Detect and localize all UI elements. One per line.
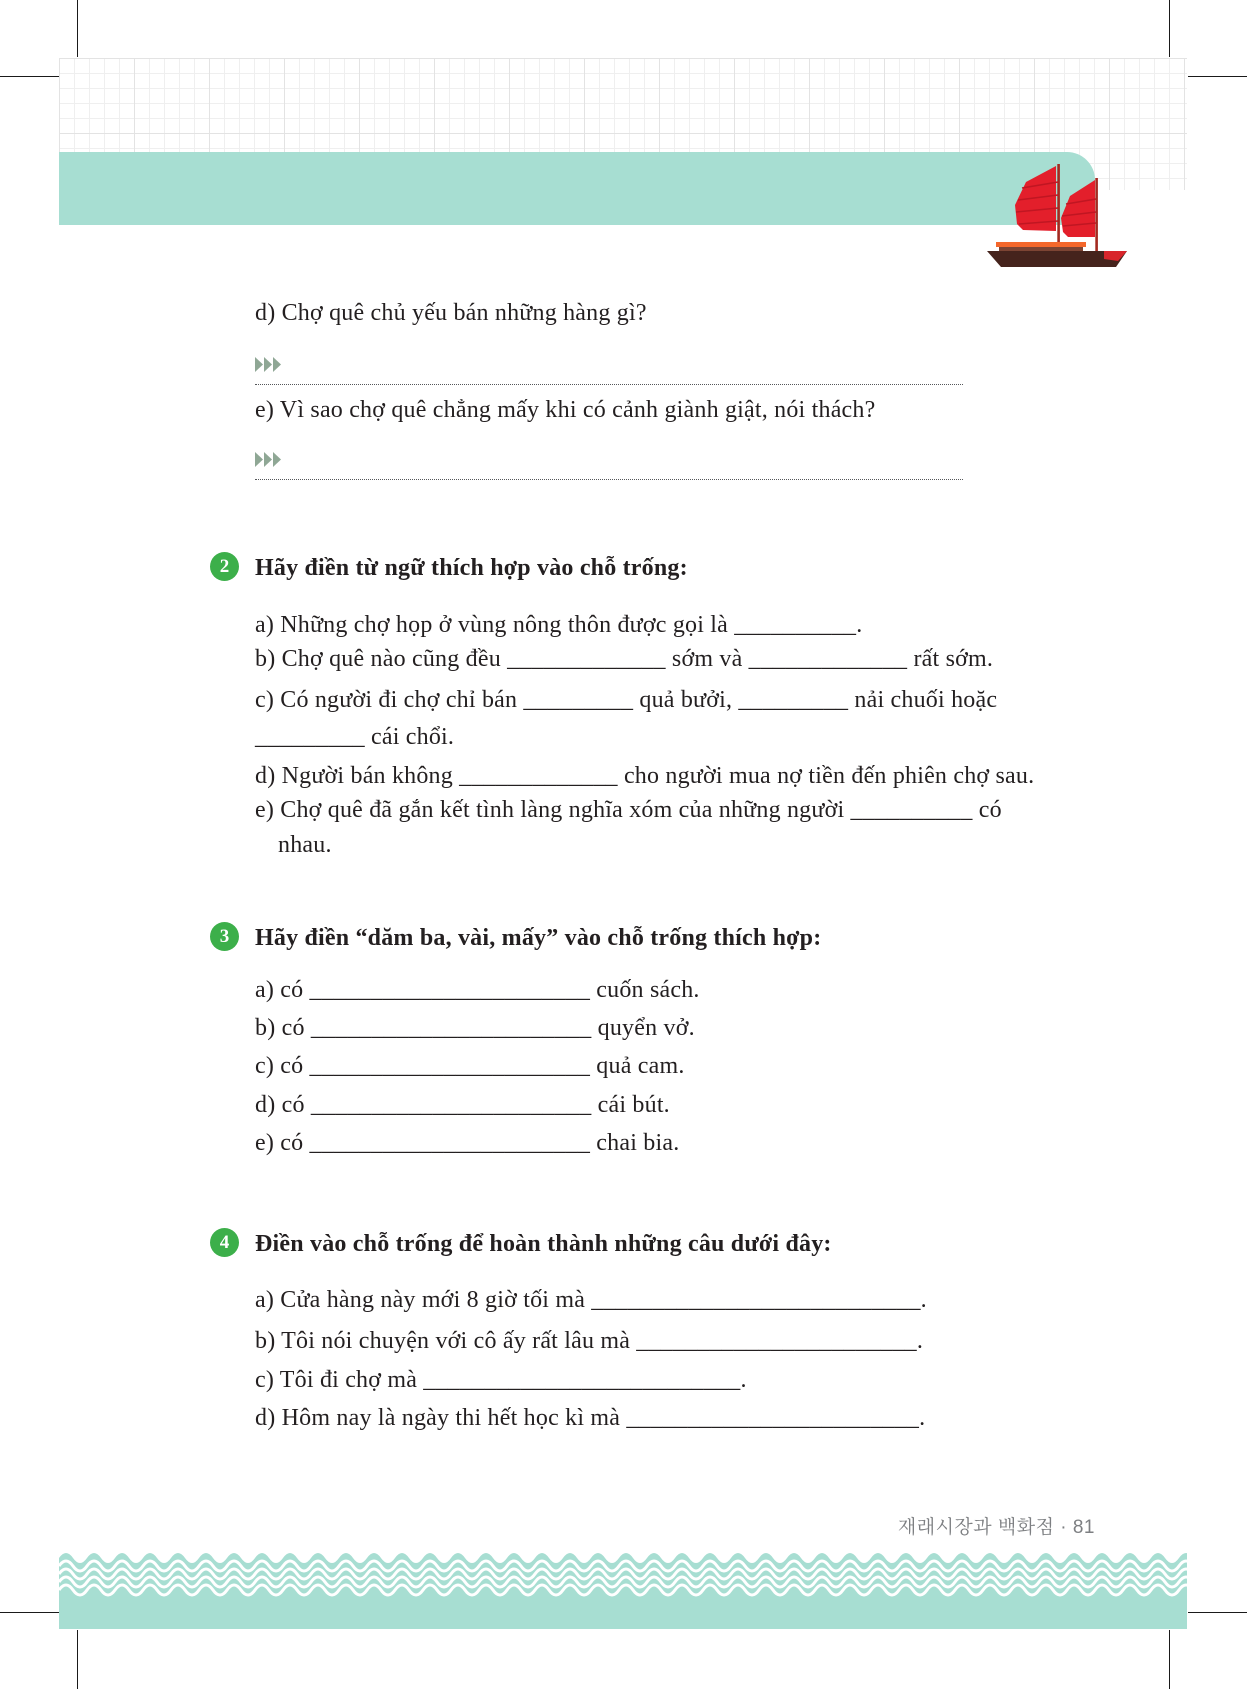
exercise-3-item-b: b) có _______________________ quyển vở.: [255, 1015, 695, 1041]
exercise-4-title: Điền vào chỗ trống để hoàn thành những câu dưới đây:: [255, 1231, 832, 1257]
junk-boat-icon: [982, 158, 1132, 270]
crop-mark-top-left-v: [77, 0, 78, 57]
exercise-4-item-c: c) Tôi đi chợ mà __________________________.: [255, 1367, 747, 1393]
crop-mark-bottom-left-h: [0, 1612, 59, 1613]
crop-mark-bottom-left-v: [77, 1630, 78, 1689]
exercise-3-title: Hãy điền “dăm ba, vài, mấy” vào chỗ trống thích hợp:: [255, 925, 822, 951]
exercise-3-item-c: c) có _______________________ quả cam.: [255, 1053, 685, 1079]
question-d: d) Chợ quê chủ yếu bán những hàng gì?: [255, 300, 647, 326]
exercise-3-item-d: d) có _______________________ cái bút.: [255, 1092, 670, 1118]
exercise-2-number-badge: 2: [210, 552, 239, 581]
answer-arrow-icon: [255, 452, 281, 467]
crop-mark-top-right-v: [1169, 0, 1170, 57]
exercise-2-item-c: c) Có người đi chợ chỉ bán _________ quả bưởi, _________ nải chuối hoặc: [255, 687, 998, 713]
crop-mark-top-left-h: [0, 76, 59, 77]
exercise-2-item-d: d) Người bán không _____________ cho người mua nợ tiền đến phiên chợ sau.: [255, 763, 1035, 789]
exercise-4-item-b: b) Tôi nói chuyện với cô ấy rất lâu mà _______________________.: [255, 1328, 924, 1354]
exercise-2-item-b: b) Chợ quê nào cũng đều _____________ sớm và _____________ rất sớm.: [255, 646, 994, 672]
crop-mark-top-right-h: [1188, 76, 1247, 77]
header-teal-banner: [59, 152, 1095, 225]
exercise-3-number-badge: 3: [210, 922, 239, 951]
footer-wave-pattern: [59, 1548, 1187, 1629]
exercise-2-item-e: e) Chợ quê đã gắn kết tình làng nghĩa xóm của những người __________ có: [255, 797, 1002, 823]
answer-dotted-line: [255, 384, 963, 385]
exercise-2-item-c-continued: _________ cái chổi.: [255, 724, 455, 750]
exercise-3-item-a: a) có _______________________ cuốn sách.: [255, 977, 700, 1003]
exercise-4-item-d: d) Hôm nay là ngày thi hết học kì mà ________________________.: [255, 1405, 926, 1431]
crop-mark-bottom-right-v: [1169, 1630, 1170, 1689]
exercise-4-number-badge: 4: [210, 1228, 239, 1257]
exercise-2-item-e-continued: nhau.: [278, 832, 332, 858]
exercise-3-item-e: e) có _______________________ chai bia.: [255, 1130, 680, 1156]
exercise-4-item-a: a) Cửa hàng này mới 8 giờ tối mà ___________________________.: [255, 1287, 927, 1313]
page-footer-chapter-and-number: 재래시장과 백화점 · 81: [897, 1517, 1095, 1538]
answer-dotted-line: [255, 479, 963, 480]
crop-mark-bottom-right-h: [1188, 1612, 1247, 1613]
question-e: e) Vì sao chợ quê chẳng mấy khi có cảnh giành giật, nói thách?: [255, 397, 876, 423]
answer-arrow-icon: [255, 357, 281, 372]
exercise-2-item-a: a) Những chợ họp ở vùng nông thôn được gọi là __________.: [255, 612, 863, 638]
exercise-2-title: Hãy điền từ ngữ thích hợp vào chỗ trống:: [255, 555, 688, 581]
